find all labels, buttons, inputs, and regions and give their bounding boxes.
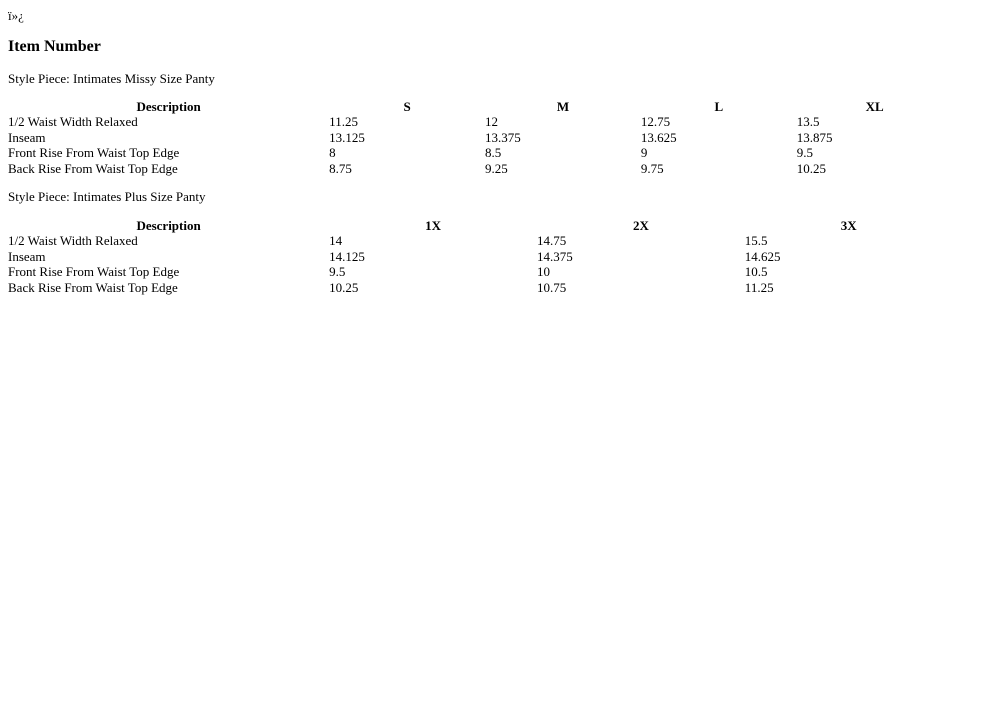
row-description: Front Rise From Waist Top Edge — [8, 264, 180, 280]
size-column-header: L — [714, 98, 724, 114]
measurement-value: 14.375 — [536, 248, 573, 264]
measurement-value: 13.125 — [329, 129, 365, 145]
measurement-value: 9.75 — [640, 160, 664, 176]
measurement-value: 10.5 — [744, 264, 768, 280]
table-row — [8, 145, 953, 160]
document — [8, 8, 992, 295]
measurement-value: 10.25 — [329, 279, 359, 295]
page-title: Item Number — [8, 38, 101, 56]
measurement-value: 9.5 — [796, 145, 813, 161]
row-description: Front Rise From Waist Top Edge — [8, 145, 180, 161]
size-column-header: S — [403, 98, 411, 114]
table-row — [8, 264, 953, 279]
table-row — [8, 280, 953, 295]
measurement-value: 14.75 — [536, 233, 567, 249]
size-column-header: 1X — [425, 217, 442, 233]
measurement-value: 14 — [329, 233, 343, 249]
table-row — [8, 114, 953, 129]
measurement-value: 13.625 — [640, 129, 677, 145]
measurement-value: 11.25 — [744, 279, 774, 295]
measurement-value: 9 — [640, 145, 648, 161]
row-description: Inseam — [8, 129, 46, 145]
row-description: 1/2 Waist Width Relaxed — [8, 233, 138, 249]
size-column-header: XL — [865, 98, 884, 114]
measurement-value: 11.25 — [329, 114, 358, 130]
bom-artifact-text: ï»¿ — [8, 8, 24, 23]
table-row — [8, 161, 953, 176]
row-description: Inseam — [8, 248, 46, 264]
size-column-header: 3X — [840, 217, 857, 233]
measurement-value: 13.5 — [796, 114, 820, 130]
row-description: Back Rise From Waist Top Edge — [8, 160, 178, 176]
table-header-row — [8, 99, 953, 114]
measurement-value: 14.125 — [329, 248, 365, 264]
size-column-header: M — [556, 98, 570, 114]
measurement-value: 8 — [329, 145, 336, 161]
measurement-value: 14.625 — [744, 248, 781, 264]
measurement-value: 8.75 — [329, 160, 352, 176]
size-chart-table — [8, 99, 953, 176]
measurement-value: 10.25 — [796, 160, 826, 176]
table-row — [8, 130, 953, 145]
size-chart-sections — [8, 71, 992, 296]
style-piece-label: Style Piece: Intimates Plus Size Panty — [8, 189, 206, 205]
measurement-value: 10.75 — [536, 279, 567, 295]
measurement-value: 8.5 — [485, 145, 502, 161]
description-column-header: Description — [136, 98, 201, 114]
style-piece-label: Style Piece: Intimates Missy Size Panty — [8, 70, 215, 86]
measurement-value: 15.5 — [744, 233, 768, 249]
table-row — [8, 249, 953, 264]
row-description: Back Rise From Waist Top Edge — [8, 279, 178, 295]
description-column-header: Description — [136, 217, 201, 233]
measurement-value: 13.375 — [485, 129, 521, 145]
size-column-header: 2X — [632, 217, 649, 233]
measurement-value: 12.75 — [640, 114, 671, 130]
measurement-value: 9.5 — [329, 264, 346, 280]
measurement-value: 9.25 — [485, 160, 508, 176]
measurement-value: 12 — [485, 114, 499, 130]
size-chart-table — [8, 218, 953, 295]
table-header-row — [8, 218, 953, 233]
measurement-value: 10 — [536, 264, 550, 280]
table-row — [8, 233, 953, 248]
row-description: 1/2 Waist Width Relaxed — [8, 114, 138, 130]
measurement-value: 13.875 — [796, 129, 833, 145]
